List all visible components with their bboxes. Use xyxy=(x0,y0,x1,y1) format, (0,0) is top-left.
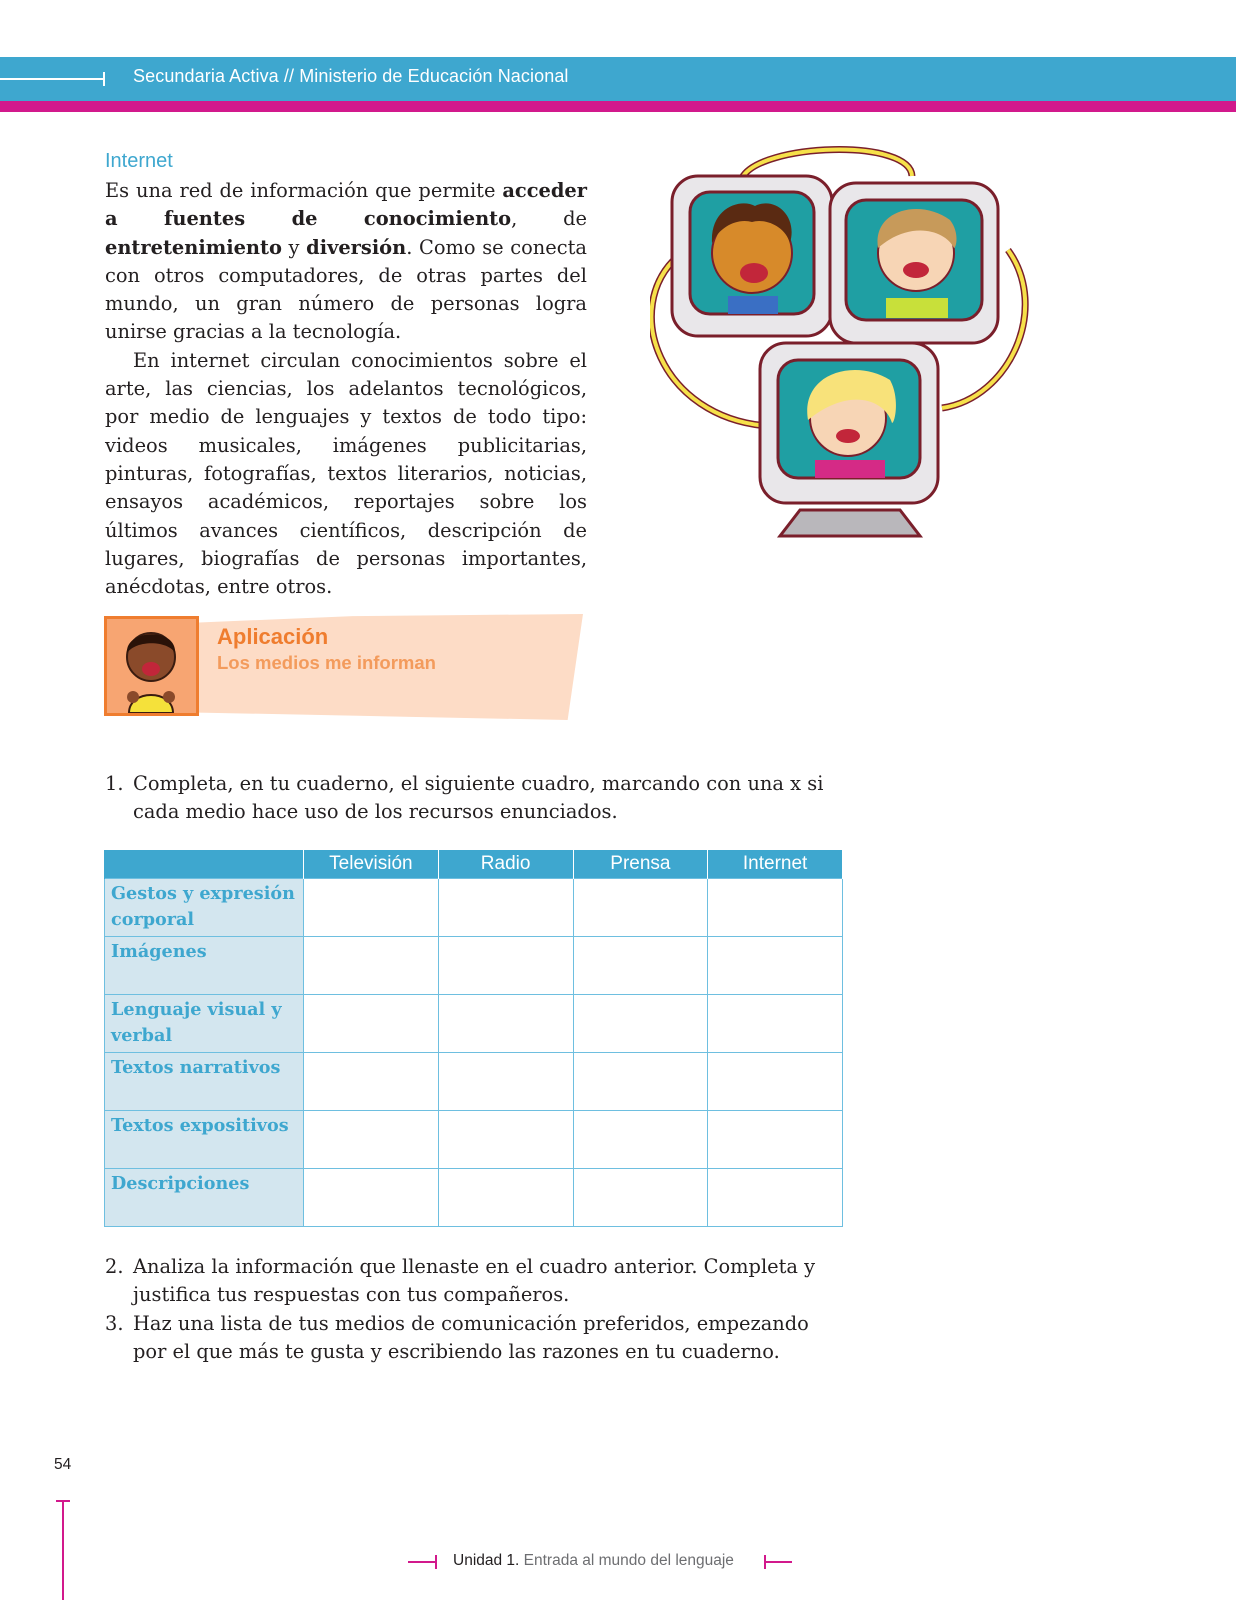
column-header: Radio xyxy=(438,850,573,879)
footer-tick-left xyxy=(435,1555,437,1569)
row-header: Lenguaje visual y verbal xyxy=(105,995,304,1053)
question-3 xyxy=(105,1310,845,1367)
table-cell xyxy=(304,1053,439,1111)
margin-rule xyxy=(62,1501,64,1600)
question-text: Analiza la información que llenaste en el cuadro anterior. Completa y justifica tus respuestas con tus compañeros. xyxy=(133,1255,816,1307)
bold-text: entretenimiento xyxy=(105,235,282,259)
footer-rule-left xyxy=(408,1561,436,1563)
student-avatar xyxy=(104,616,199,716)
question-text: Completa, en tu cuaderno, el siguiente cuadro, marcando con una x si cada medio hace uso de los recursos enunciados. xyxy=(133,772,824,824)
table-cell xyxy=(304,1111,439,1169)
table-row xyxy=(105,937,843,995)
table-cell xyxy=(573,1053,708,1111)
table-cell xyxy=(708,879,843,937)
column-header: Internet xyxy=(708,850,843,879)
question-text: Haz una lista de tus medios de comunicación preferidos, empezando por el que más te gusta y escribiendo las razones en tu cuaderno. xyxy=(133,1312,809,1364)
table-header-row xyxy=(105,850,843,879)
footer-unit xyxy=(453,1552,734,1570)
question-2 xyxy=(105,1253,845,1310)
page-number: 54 xyxy=(54,1456,72,1473)
paragraph: En internet circulan conocimientos sobre el arte, las ciencias, los adelantos tecnológicos, por medio de lenguajes y textos de todo tipo: videos musicales, imágenes publicitarias, pinturas, fotografías, textos literarios, noticias, ensayos académicos, reportajes sobre los últimos avances científicos, descripción de lugares, biografías de personas importantes, anécdotas, entre otros. xyxy=(105,348,587,599)
table-cell xyxy=(708,995,843,1053)
table-cell xyxy=(304,995,439,1053)
aplicacion-banner xyxy=(104,612,586,724)
question-number: 3. xyxy=(105,1312,124,1335)
table-cell xyxy=(438,1053,573,1111)
table-corner xyxy=(105,850,304,879)
header-stripe xyxy=(0,101,1236,112)
table-cell xyxy=(304,879,439,937)
table-cell xyxy=(438,879,573,937)
row-header: Textos expositivos xyxy=(105,1111,304,1169)
student-icon xyxy=(107,619,196,713)
aplicacion-subtitle: Los medios me informan xyxy=(217,652,436,673)
table-cell xyxy=(573,1111,708,1169)
table-cell xyxy=(304,1169,439,1227)
paragraph xyxy=(105,177,587,347)
table-cell xyxy=(573,1169,708,1227)
text-run: y xyxy=(281,235,307,259)
question-1 xyxy=(105,770,845,827)
header-title: Secundaria Activa // Ministerio de Educación Nacional xyxy=(133,66,569,86)
text-run: . Como se conecta con otros computadores, de otras partes del mundo, un gran número de personas logra unirse gracias a la tecnología. xyxy=(105,235,587,344)
table-row xyxy=(105,995,843,1053)
table-row xyxy=(105,1111,843,1169)
bold-text: diversión xyxy=(306,235,407,259)
table-cell xyxy=(438,1169,573,1227)
row-header: Imágenes xyxy=(105,937,304,995)
text-run: , de xyxy=(511,207,588,231)
table-cell xyxy=(438,937,573,995)
section-title: Internet xyxy=(105,150,173,172)
table-row xyxy=(105,879,843,937)
unit-label: Unidad 1. xyxy=(453,1552,520,1569)
aplicacion-title: Aplicación xyxy=(217,624,329,649)
table-cell xyxy=(438,995,573,1053)
table-cell xyxy=(708,1111,843,1169)
question-number: 1. xyxy=(105,772,124,795)
media-resources-table xyxy=(104,850,843,1227)
table-cell xyxy=(573,937,708,995)
text-run: Es una red de información que permite xyxy=(105,179,503,202)
table-cell xyxy=(708,1053,843,1111)
row-header: Gestos y expresión corporal xyxy=(105,879,304,937)
table-cell xyxy=(304,937,439,995)
column-header: Televisión xyxy=(304,850,439,879)
internet-text xyxy=(105,177,587,601)
table-cell xyxy=(438,1111,573,1169)
question-number: 2. xyxy=(105,1255,124,1278)
header-rule xyxy=(0,78,104,80)
footer-rule-right xyxy=(764,1561,792,1563)
table-cell xyxy=(708,1169,843,1227)
table-row xyxy=(105,1169,843,1227)
row-header: Textos narrativos xyxy=(105,1053,304,1111)
column-header: Prensa xyxy=(573,850,708,879)
table-row xyxy=(105,1053,843,1111)
bold-text: acceder a fuentes de conocimiento xyxy=(105,179,587,231)
table-cell xyxy=(573,879,708,937)
header-rule-tick xyxy=(103,72,105,86)
table-cell xyxy=(708,937,843,995)
table-cell xyxy=(573,995,708,1053)
monitors-illustration xyxy=(650,138,1060,548)
unit-title: Entrada al mundo del lenguaje xyxy=(519,1552,734,1569)
row-header: Descripciones xyxy=(105,1169,304,1227)
